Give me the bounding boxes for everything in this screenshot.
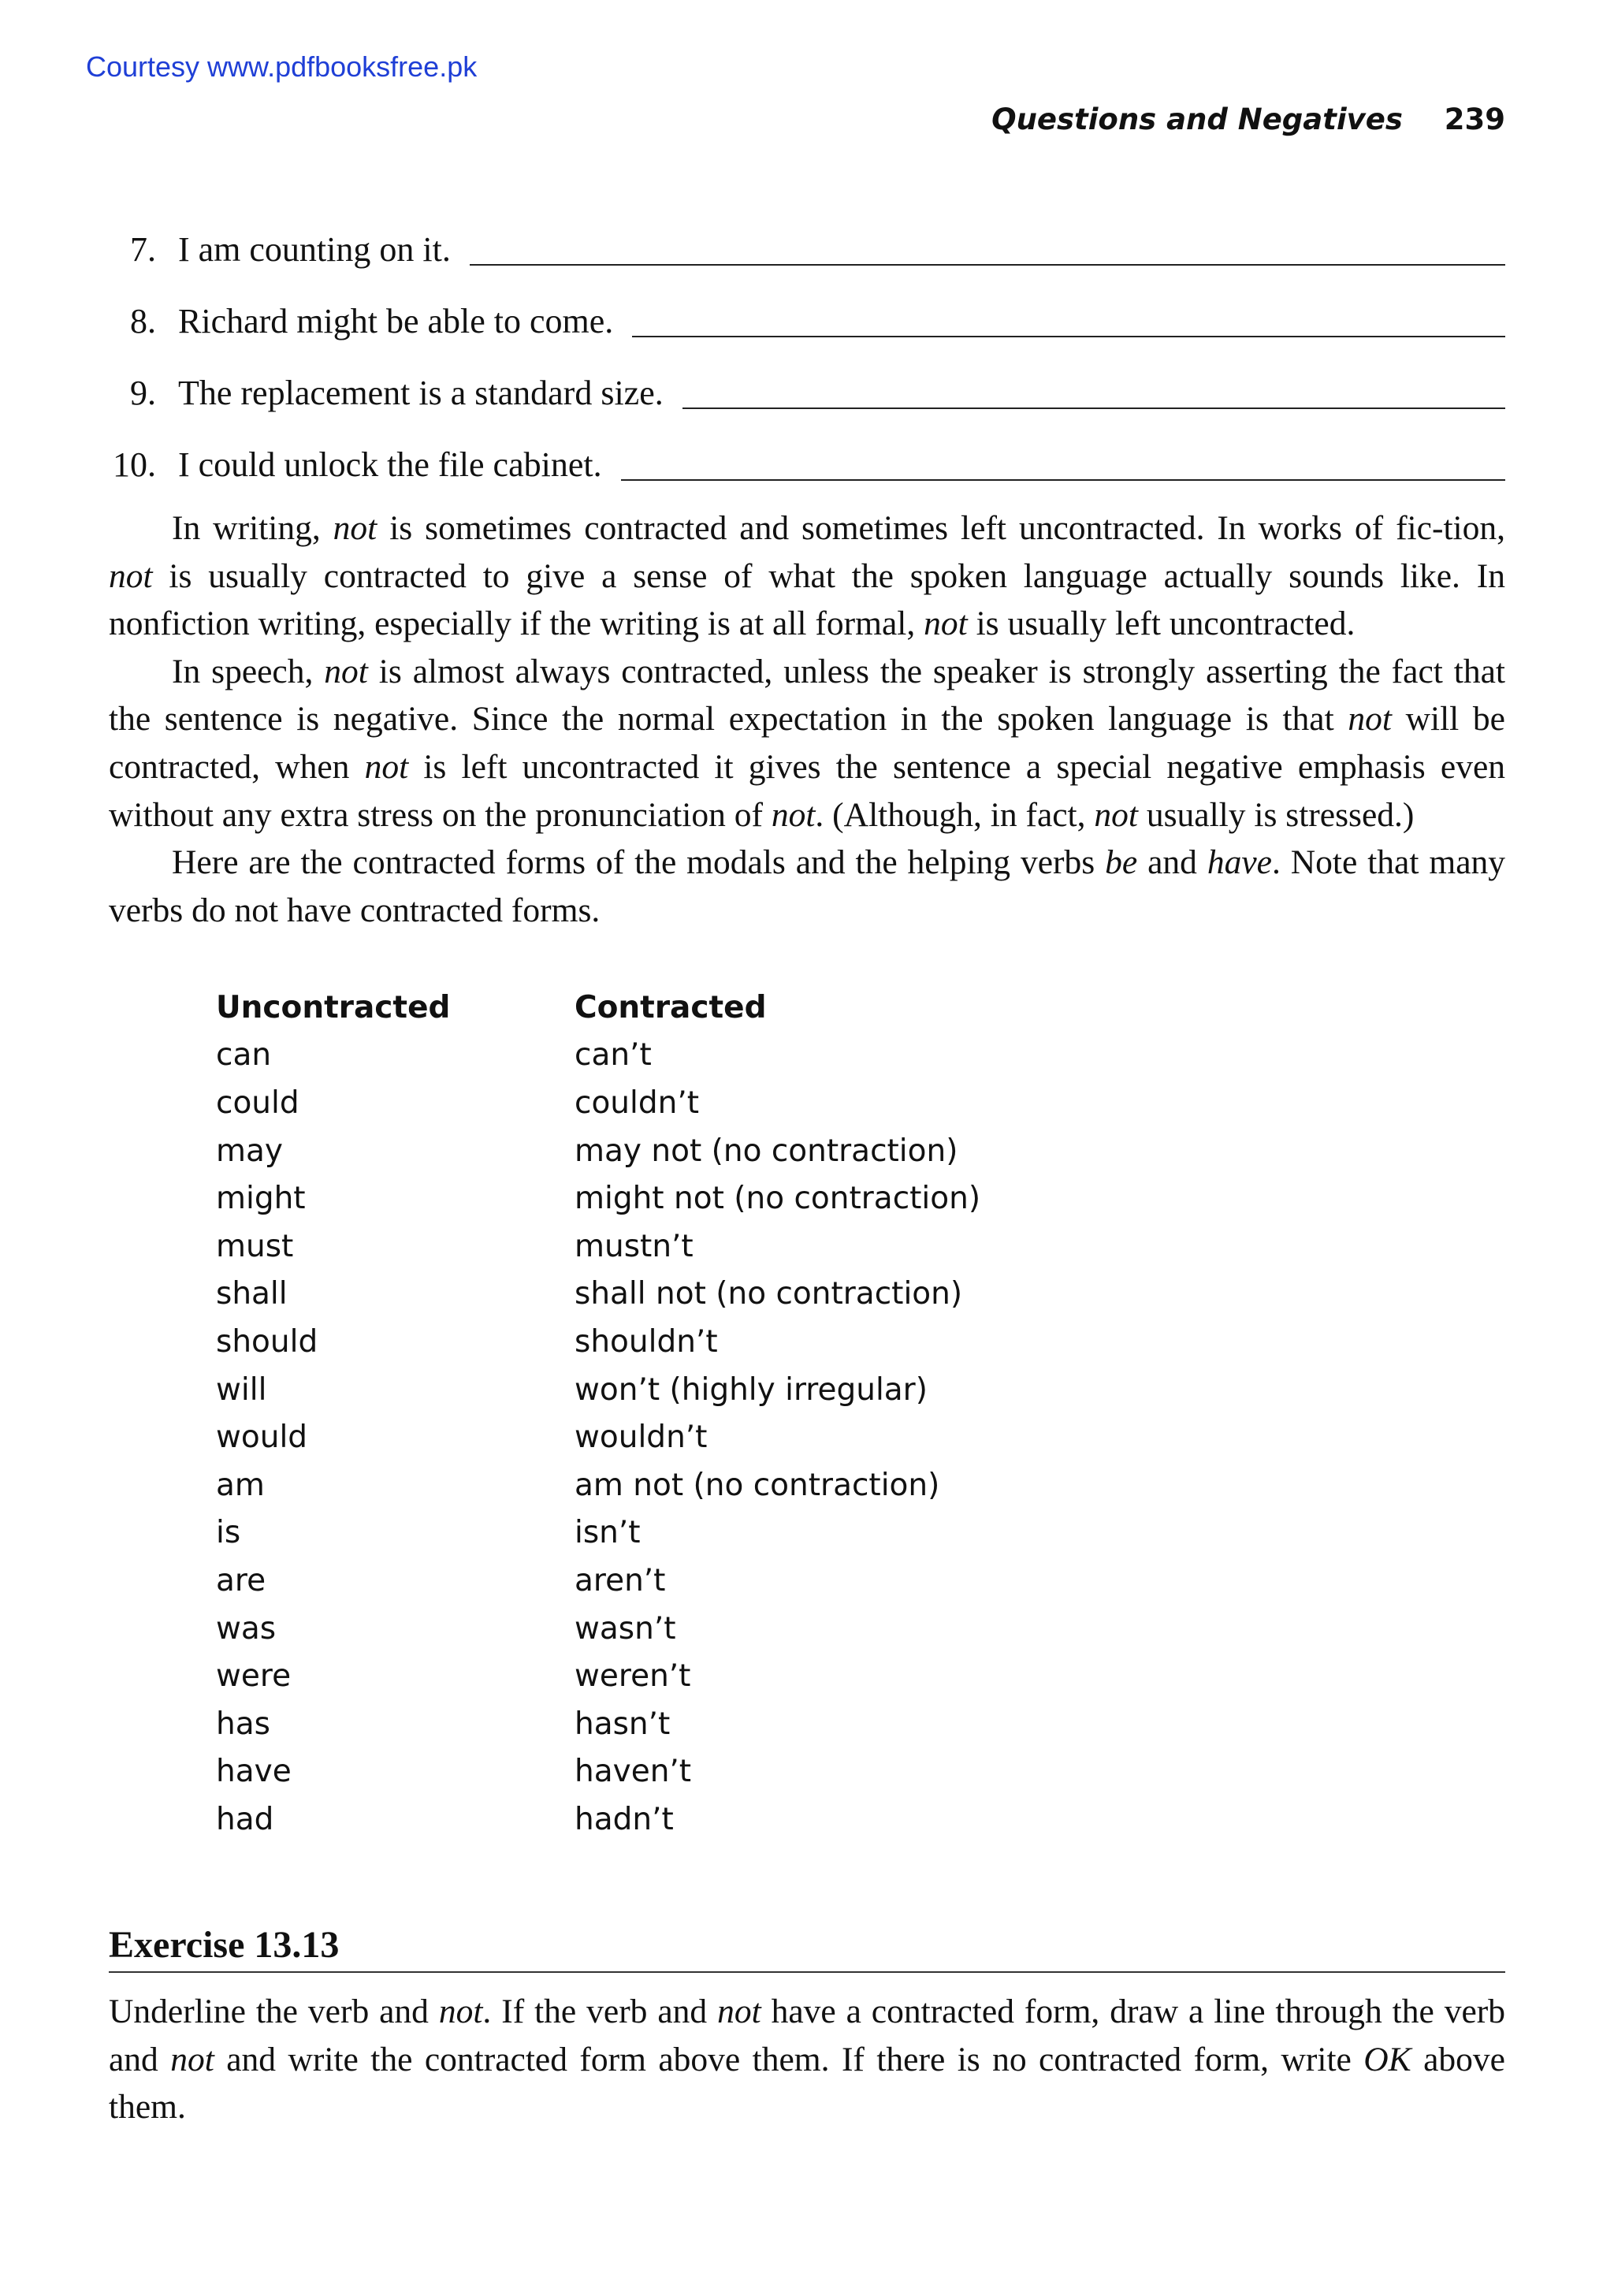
italic-term: be xyxy=(1105,843,1138,882)
uncontracted-form: may xyxy=(216,1133,283,1169)
contracted-form: couldn’t xyxy=(575,1085,700,1121)
item-number: 7. xyxy=(130,230,156,269)
table-row xyxy=(216,1366,1126,1414)
answer-line[interactable] xyxy=(632,335,1505,337)
text-run: . If the verb and xyxy=(482,1993,718,2030)
uncontracted-form: should xyxy=(216,1323,318,1360)
table-row xyxy=(216,1605,1126,1653)
contracted-form: mustn’t xyxy=(575,1228,694,1264)
italic-term: not xyxy=(1094,795,1138,834)
text-run: In writing, xyxy=(172,509,333,547)
text-run: will be contracted, when xyxy=(109,700,1505,786)
uncontracted-form: must xyxy=(216,1228,294,1264)
exercise-heading: Exercise 13.13 xyxy=(109,1923,1505,1973)
table-row xyxy=(216,1557,1126,1605)
page-number: 239 xyxy=(1444,102,1505,136)
contracted-form: can’t xyxy=(575,1037,652,1074)
italic-term: not xyxy=(333,509,377,547)
text-run: is usually left uncontracted. xyxy=(967,605,1356,643)
text-run: have a contracted form, draw a line through the verb and xyxy=(109,1993,1505,2078)
table-row xyxy=(216,1795,1126,1844)
contracted-form: am not (no contraction) xyxy=(575,1467,940,1503)
italic-term: not xyxy=(324,652,368,690)
table-row xyxy=(216,1032,1126,1080)
contracted-form: wasn’t xyxy=(575,1610,676,1647)
item-sentence: I am counting on it. xyxy=(178,230,451,269)
text-run: In speech, xyxy=(172,652,325,690)
table-row xyxy=(216,1509,1126,1557)
table-row xyxy=(216,1748,1126,1796)
table-row xyxy=(216,1461,1126,1509)
table-row xyxy=(216,1222,1126,1271)
courtesy-watermark: Courtesy www.pdfbooksfree.pk xyxy=(86,50,478,83)
text-run: is usually contracted to give a sense of what the spoken language actually sounds like. In nonfiction writing, especially if the writing is at all formal, xyxy=(109,556,1505,643)
contracted-form: may not (no contraction) xyxy=(575,1133,958,1169)
table-row xyxy=(216,1127,1126,1175)
exercise-instructions xyxy=(109,1988,1505,2131)
uncontracted-form: have xyxy=(216,1754,292,1790)
italic-term: not xyxy=(170,2040,214,2078)
uncontracted-form: were xyxy=(216,1658,292,1695)
text-run: is left uncontracted it gives the sentence a special negative emphasis even without any extra stress on the pronunciation of xyxy=(109,747,1505,834)
italic-term: not xyxy=(1348,700,1392,739)
answer-line[interactable] xyxy=(470,263,1505,266)
table-row xyxy=(216,1318,1126,1366)
italic-term: not xyxy=(924,605,968,643)
text-run: usually is stressed.) xyxy=(1137,795,1415,834)
italic-term: not xyxy=(438,1993,483,2030)
uncontracted-form: has xyxy=(216,1706,270,1742)
text-run: and xyxy=(1137,843,1207,882)
uncontracted-form: could xyxy=(216,1085,299,1121)
exercise-item xyxy=(110,195,1505,267)
uncontracted-form: had xyxy=(216,1801,274,1837)
text-run: is almost always contracted, unless the speaker is strongly asserting the fact that the sentence is negative. Since the normal expectation in the spoken language is that xyxy=(109,652,1505,739)
table-row xyxy=(216,1413,1126,1461)
contracted-form: weren’t xyxy=(575,1658,691,1695)
uncontracted-form: shall xyxy=(216,1276,288,1312)
text-run: above them. xyxy=(109,2040,1505,2127)
paragraph xyxy=(109,839,1505,934)
item-sentence: I could unlock the file cabinet. xyxy=(178,445,602,484)
exercise-item xyxy=(110,411,1505,482)
item-number: 10. xyxy=(113,445,156,484)
exercise-item xyxy=(110,267,1505,339)
uncontracted-form: am xyxy=(216,1467,265,1503)
uncontracted-form: is xyxy=(216,1515,241,1551)
italic-term: have xyxy=(1207,843,1272,882)
table-row xyxy=(216,1271,1126,1319)
uncontracted-form: are xyxy=(216,1562,266,1598)
paragraph xyxy=(109,504,1505,648)
header-contracted: Contracted xyxy=(575,989,767,1025)
contracted-form: hadn’t xyxy=(575,1801,674,1837)
text-run: . Note that many verbs do not have contracted forms. xyxy=(109,843,1505,929)
text-run: . (Although, in fact, xyxy=(815,795,1095,834)
item-sentence: Richard might be able to come. xyxy=(178,302,614,340)
italic-term: OK xyxy=(1363,2040,1411,2078)
running-head-title: Questions and Negatives xyxy=(991,102,1403,136)
table-row xyxy=(216,1174,1126,1222)
uncontracted-form: will xyxy=(216,1371,267,1408)
text-run: is sometimes contracted and sometimes left uncontracted. In works of fic-tion, xyxy=(377,509,1505,547)
uncontracted-form: might xyxy=(216,1181,306,1217)
table-row xyxy=(216,1079,1126,1127)
contracted-form: won’t (highly irregular) xyxy=(575,1371,928,1408)
exercise-item xyxy=(110,339,1505,411)
contracted-form: might not (no contraction) xyxy=(575,1181,981,1217)
italic-term: not xyxy=(109,556,153,595)
exercise-items-list xyxy=(110,195,1505,482)
contracted-form: shall not (no contraction) xyxy=(575,1276,963,1312)
instructions-paragraph xyxy=(109,1988,1505,2131)
uncontracted-form: can xyxy=(216,1037,272,1074)
paragraph xyxy=(109,648,1505,839)
table-row xyxy=(216,1700,1126,1748)
item-number: 8. xyxy=(130,302,156,340)
text-run: Here are the contracted forms of the modals and the helping verbs xyxy=(172,843,1106,882)
italic-term: not xyxy=(717,1993,761,2030)
contracted-form: aren’t xyxy=(575,1562,666,1598)
italic-term: not xyxy=(771,795,816,834)
text-run: and write the contracted form above them. If there is no contracted form, write xyxy=(214,2040,1364,2078)
table-row xyxy=(216,1652,1126,1700)
item-number: 9. xyxy=(130,374,156,412)
running-head xyxy=(991,102,1505,136)
contracted-form: shouldn’t xyxy=(575,1323,718,1360)
contracted-form: hasn’t xyxy=(575,1706,671,1742)
contracted-form: isn’t xyxy=(575,1515,641,1551)
item-sentence: The replacement is a standard size. xyxy=(178,374,664,412)
answer-line[interactable] xyxy=(682,407,1505,409)
contracted-form: haven’t xyxy=(575,1754,692,1790)
text-run: Underline the verb and xyxy=(109,1993,439,2030)
table-header-row xyxy=(216,984,1126,1032)
answer-line[interactable] xyxy=(621,478,1505,481)
contracted-form: wouldn’t xyxy=(575,1420,708,1456)
header-uncontracted: Uncontracted xyxy=(216,989,451,1025)
body-text xyxy=(109,504,1505,934)
italic-term: not xyxy=(364,747,409,786)
uncontracted-form: was xyxy=(216,1610,277,1647)
contraction-table xyxy=(216,984,1126,1844)
uncontracted-form: would xyxy=(216,1420,308,1456)
